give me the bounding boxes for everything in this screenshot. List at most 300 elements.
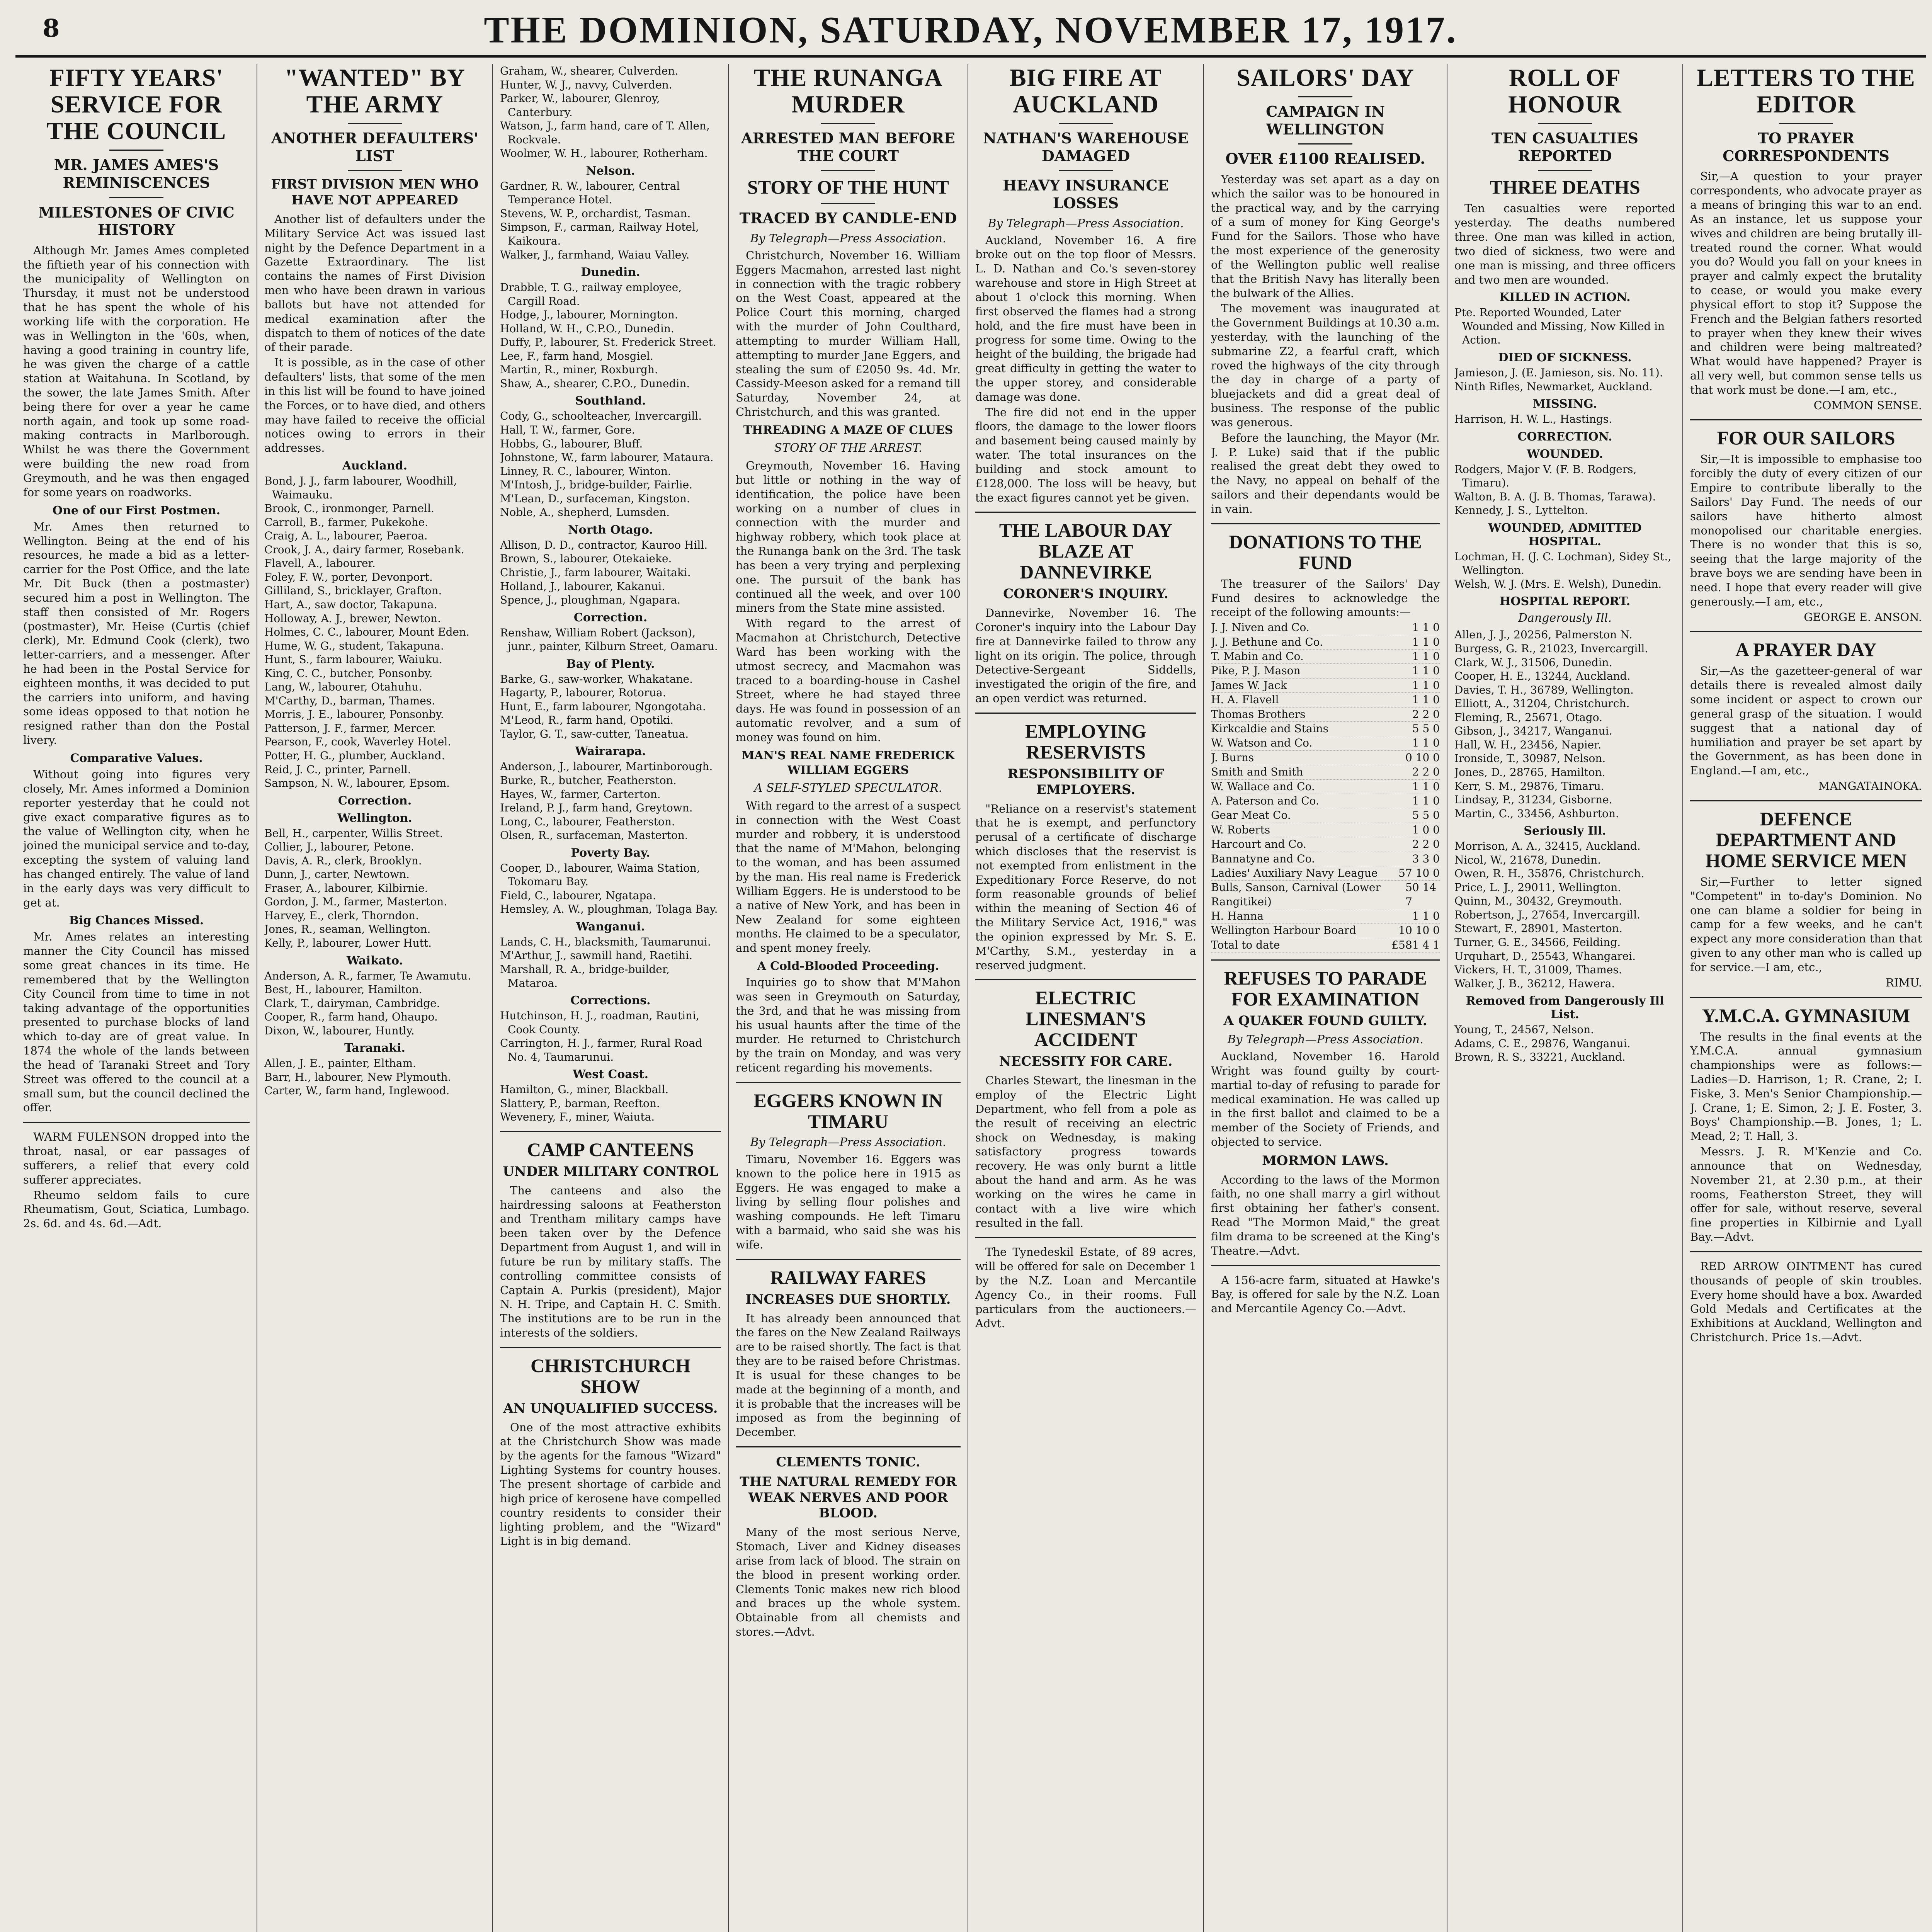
name-list [500, 760, 721, 842]
donation-row [1211, 679, 1440, 693]
list-item: Shaw, A., shearer, C.P.O., Dunedin. [500, 377, 690, 390]
list-item: Hume, W. G., student, Takapuna. [264, 639, 444, 652]
divider [1211, 959, 1440, 961]
list-item: Robertson, J., 27654, Invercargill. [1454, 908, 1641, 921]
list-item: M'Lean, D., surfaceman, Kingston. [500, 492, 690, 505]
paragraph: Yesterday was set apart as a day on which the sailor was to be honoured in the practical way, and by the carrying of a sum of money for King George's Fund for the Sailors. Those who have the most experience of the generosity of the Wellington public well realise that the British Navy has literally been the bulwark of the Allies. [1211, 172, 1440, 300]
article-headline: BIG FIRE AT AUCKLAND [1010, 64, 1162, 118]
donor-name: Thomas Brothers [1211, 707, 1306, 721]
paragraph: The fire did not end in the upper floors, the damage to the lower floors and basement being caused mainly by water. The total insurances on the building and stock amount to £128,000. The loss will be heavy, but the exact figures cannot yet be given. [975, 405, 1196, 504]
list-item: Johnstone, W., farm labourer, Mataura. [500, 451, 714, 464]
divider [1538, 123, 1592, 124]
divider [1690, 1251, 1922, 1252]
column-7 [1454, 64, 1675, 1932]
name-list [500, 538, 721, 607]
article-subheadline: RESPONSIBILITY OF EMPLOYERS. [1007, 766, 1164, 798]
divider [821, 203, 875, 204]
list-item: Fleming, R., 25671, Otago. [1454, 711, 1602, 724]
paragraph: Messrs. J. R. M'Kenzie and Co. announce that on Wednesday, November 21, at 2.30 p.m., at their rooms, Featherston Street, they will offer for sale, without reserve, several fine properties in Kilbirnie and Lyall Bay.—Advt. [1690, 1145, 1922, 1244]
divider [975, 713, 1196, 714]
section-subheading: A SELF-STYLED SPECULATOR. [754, 781, 942, 795]
section-heading: West Coast. [572, 1068, 649, 1082]
list-item: Pearson, F., cook, Waverley Hotel. [264, 735, 451, 748]
donor-name: Pike, P. J. Mason [1211, 664, 1301, 677]
paragraph: Christchurch, November 16. William Eggers Macmahon, arrested last night in connection with the tragic robbery on the West Coast, appeared at the Police Court this morning, charged with the murder of John Coulthard, attempting to murder William Hall, attempting to murder Jane Eggers, and stealing the sum of £2050 9s. 4d. Mr. Cassidy-Meeson asked for a remand till Saturday, November 24, at Christchurch, and this was granted. [736, 249, 961, 419]
advertisement-headline: MORMON LAWS. [1262, 1153, 1389, 1168]
list-item: Kerr, S. M., 29876, Timaru. [1454, 779, 1604, 793]
donor-name: Bulls, Sanson, Carnival (Lower Rangitikei) [1211, 881, 1381, 908]
list-item: Hodge, J., labourer, Mornington. [500, 308, 678, 321]
list-item: Holland, J., labourer, Kakanui. [500, 580, 665, 593]
list-item: Hobbs, G., labourer, Bluff. [500, 437, 643, 450]
name-list [264, 969, 485, 1038]
divider [821, 123, 875, 124]
column-2 [264, 64, 485, 1932]
column-6 [1211, 64, 1440, 1932]
donation-row [1211, 736, 1440, 750]
donation-amount: 1 1 0 [1412, 650, 1440, 663]
donation-amount: 1 1 0 [1412, 679, 1440, 692]
paragraph: Inquiries go to show that M'Mahon was seen in Greymouth on Saturday, the 3rd, and that he was missing from his usual haunts after the time of the murder. He returned to Christchurch by the train on Monday, and was very reticent regarding his movements. [736, 976, 961, 1075]
article-subheadline: FIRST DIVISION MEN WHO HAVE NOT APPEARED [271, 177, 479, 208]
divider [1690, 631, 1922, 632]
donation-row [1211, 664, 1440, 678]
page-number: 8 [43, 14, 60, 43]
list-item: Carroll, B., farmer, Pukekohe. [264, 515, 429, 529]
donation-total-label: Total to date [1211, 938, 1280, 951]
donor-name: Wellington Harbour Board [1211, 924, 1356, 937]
list-item: Hayes, W., farmer, Carterton. [500, 787, 661, 801]
paragraph: Timaru, November 16. Eggers was known to the police here in 1915 as Eggers. He was engaged to make a living by selling flour polishes and washing compounds. He left Timaru with a barmaid, who said she was his wife. [736, 1152, 961, 1251]
donation-row [1211, 621, 1440, 635]
section-heading: MISSING. [1532, 397, 1597, 411]
divider [1211, 1265, 1440, 1266]
list-item: Nicol, W., 21678, Dunedin. [1454, 853, 1601, 866]
donation-row [1211, 765, 1440, 779]
list-item: Jones, R., seaman, Wellington. [264, 923, 431, 936]
article-subheadline: A QUAKER FOUND GUILTY. [1223, 1013, 1427, 1029]
list-item: Price, L. J., 29011, Wellington. [1454, 881, 1621, 894]
list-item: Fraser, A., labourer, Kilbirnie. [264, 881, 428, 895]
article-body [1454, 201, 1675, 287]
name-list [1454, 839, 1675, 990]
section-heading: Nelson. [586, 164, 635, 178]
name-list [500, 861, 721, 916]
donation-amount: 1 1 0 [1412, 635, 1440, 648]
list-item: Walker, J., farmhand, Waiau Valley. [500, 248, 690, 261]
ad-text: The Tynedeskil Estate, of 89 acres, will be offered for sale on December 1 by the N.Z. Loan and Mercantile Agency Co., in their rooms. Full particulars from the auctioneers.—Advt. [975, 1245, 1196, 1330]
article-headline: RAILWAY FARES [770, 1266, 926, 1288]
section-heading: Big Chances Missed. [69, 914, 204, 928]
donation-amount: 2 2 0 [1412, 707, 1440, 721]
donation-amount: 50 14 7 [1405, 881, 1437, 908]
article-body [975, 1073, 1196, 1230]
list-item: M'Carthy, D., barman, Thames. [264, 694, 435, 707]
article-headline: THE LABOUR DAY BLAZE AT DANNEVIRKE [999, 519, 1173, 583]
list-item: Ironside, T., 30987, Nelson. [1454, 752, 1606, 765]
donation-amount: 2 2 0 [1412, 765, 1440, 779]
paragraph: Sir,—Further to letter signed "Competent" in to-day's Dominion. No one can blame a soldier for being in camp for a few weeks, and he can't expect any more consideration than that given to any other man who is called up for service.—I am, etc., [1690, 875, 1922, 974]
section-subheading: Dangerously Ill. [1518, 611, 1612, 625]
donation-amount: 57 10 0 [1398, 866, 1440, 879]
donation-total [1211, 938, 1440, 952]
list-item: Lang, W., labourer, Otahuhu. [264, 680, 422, 694]
letter-signature: RIMU. [1886, 976, 1922, 989]
list-item: Drabble, T. G., railway employee, Cargill Road. [500, 281, 682, 308]
section-heading: Dunedin. [581, 265, 640, 279]
article-headline: DEFENCE DEPARTMENT AND HOME SERVICE MEN [1705, 808, 1907, 871]
divider [1211, 523, 1440, 524]
donation-amount: 1 0 0 [1412, 823, 1440, 836]
list-item: Clark, T., dairyman, Cambridge. [264, 997, 440, 1010]
list-item: Hagarty, P., labourer, Rotorua. [500, 686, 666, 699]
article-subheadline: OVER £1100 REALISED. [1225, 150, 1425, 168]
donor-name: W. Roberts [1211, 823, 1270, 836]
list-item: Stewart, F., 28901, Masterton. [1454, 922, 1622, 935]
list-item: Woolmer, W. H., labourer, Rotherham. [500, 147, 708, 160]
masthead [15, 5, 1926, 56]
list-item: Burgess, G. R., 21023, Invercargill. [1454, 642, 1648, 655]
list-item: Gardner, R. W., labourer, Central Temperance Hotel. [500, 179, 680, 206]
list-item: Urquhart, D., 25543, Whangarei. [1454, 949, 1636, 963]
list-item: Davies, T. H., 36789, Wellington. [1454, 683, 1634, 696]
section-heading: Correction. [573, 611, 648, 624]
article-body [975, 802, 1196, 973]
paragraph: Another list of defaulters under the Military Service Act was issued last night by the Defence Department in a Gazette Extraordinary. The list contains the names of First Division men who have been drawn in various ballots but have not attended for medical examination after the dispatch to them of notices of the date of their parade. [264, 213, 485, 354]
section-heading: Southland. [575, 394, 646, 408]
list-item: M'Intosh, J., bridge-builder, Fairlie. [500, 478, 693, 492]
letter-body [1690, 875, 1922, 990]
article-headline: CHRISTCHURCH SHOW [531, 1354, 690, 1397]
letter-signature: MANGATAINOKA. [1818, 779, 1922, 793]
name-list [264, 474, 485, 790]
donation-amount: 10 10 0 [1398, 924, 1440, 937]
divider [23, 1122, 250, 1123]
donation-amount: 0 10 0 [1405, 751, 1440, 764]
list-item: Lindsay, P., 31234, Gisborne. [1454, 793, 1612, 806]
section-heading: Wairarapa. [575, 745, 646, 759]
divider [1690, 997, 1922, 998]
list-item: Holland, W. H., C.P.O., Dunedin. [500, 322, 674, 335]
name-list [500, 281, 721, 390]
donor-name: W. Watson and Co. [1211, 736, 1313, 750]
paragraph: It has already been announced that the fares on the New Zealand Railways are to be raised shortly. The fact is that they are to be raised before Christmas. It is usual for these changes to be made at the beginning of a month, and it is probable that the increases will be imposed as from the beginning of December. [736, 1311, 961, 1439]
donation-amount: 1 1 0 [1412, 664, 1440, 677]
donor-name: J. J. Niven and Co. [1211, 621, 1310, 634]
section-heading: Comparative Values. [70, 751, 203, 765]
paragraph: Mr. Ames relates an interesting manner the City Council has missed some great chances in its time. He remembered that by the Wellington City Council from time to time in not taking advantage of the opportunities presented to purchase blocks of land which to-day are of great value. In 1874 the whole of the lands between the head of Taranaki Street and Tory Street was offered to the council at a small sum, but the council declined the offer. [23, 930, 250, 1114]
donation-row [1211, 881, 1440, 909]
letter-body [1690, 664, 1922, 793]
article-body [1690, 1030, 1922, 1244]
list-item: Hall, T. W., farmer, Gore. [500, 423, 635, 437]
list-item: Cody, G., schoolteacher, Invercargill. [500, 410, 702, 423]
list-item: Cooper, D., labourer, Waima Station, Tokomaru Bay. [500, 861, 700, 888]
list-item: Patterson, J. F., farmer, Mercer. [264, 721, 436, 735]
list-item: Wevenery, F., miner, Waiuta. [500, 1111, 655, 1124]
article-subheadline: NECESSITY FOR CARE. [999, 1054, 1173, 1070]
list-item: Sampson, N. W., labourer, Epsom. [264, 777, 450, 790]
article-headline: DONATIONS TO THE FUND [1229, 531, 1422, 573]
divider [109, 197, 163, 198]
masthead-title: THE DOMINION, SATURDAY, NOVEMBER 17, 1917. [484, 9, 1458, 51]
list-item: Hall, W. H., 23456, Napier. [1454, 738, 1602, 751]
paragraph: Charles Stewart, the linesman in the employ of the Electric Light Department, who fell from a pole as the result of receiving an electric shock on Wednesday, is making satisfactory progress towards recovery. He was only burnt a little about the hand and arm. As he was working on the wires he came in contact with a live wire which resulted in the fall. [975, 1074, 1196, 1230]
name-list [1454, 306, 1675, 347]
article-body [736, 1311, 961, 1439]
donation-row [1211, 794, 1440, 808]
donation-amount: 3 3 0 [1412, 852, 1440, 865]
list-item: Brook, C., ironmonger, Parnell. [264, 502, 434, 515]
byline: By Telegraph—Press Association. [1227, 1033, 1423, 1047]
article-headline: LETTERS TO THE EDITOR [1697, 64, 1915, 118]
article-subheadline: TRACED BY CANDLE-END [739, 209, 957, 227]
list-item: Lee, F., farm hand, Mosgiel. [500, 349, 653, 362]
list-item: Pte. Reported Wounded, Later Wounded and Missing, Now Killed in Action. [1454, 306, 1665, 347]
article-subheadline: ARRESTED MAN BEFORE THE COURT [741, 129, 955, 165]
article-subheadline: AN UNQUALIFIED SUCCESS. [503, 1400, 718, 1416]
paragraph: The results in the final events at the Y.M.C.A. annual gymnasium championships were as follows:— Ladies—D. Harrison, 1; R. Crane, 2; I. Fiske, 3. Men's Senior Championship.—J. Crane, 1; E. Simon, 2; J. E. Foster, 3. Boys' Championship.—B. Jones, 1; L. Mead, 2; T. Hall, 3. [1690, 1030, 1922, 1143]
donation-amount: 5 5 0 [1412, 722, 1440, 735]
name-list [500, 64, 721, 160]
paragraph: One of the most attractive exhibits at the Christchurch Show was made by the agents for the famous "Wizard" Lighting Systems for country houses. The present shortage of carbide and high price of kerosene have compelled country residents to consider their lighting problem, and the "Wizard" Light is in big demand. [500, 1420, 721, 1548]
name-list [264, 827, 485, 950]
ad-text: Rheumo seldom fails to cure Rheumatism, Gout, Sciatica, Lumbago. 2s. 6d. and 4s. 6d.—Adt. [23, 1188, 250, 1230]
donation-row [1211, 837, 1440, 852]
list-item: Brown, R. S., 33221, Auckland. [1454, 1051, 1626, 1064]
list-item: Gilliland, S., bricklayer, Grafton. [264, 584, 442, 597]
list-item: Taylor, G. T., saw-cutter, Taneatua. [500, 727, 689, 740]
article-subheadline: CAMPAIGN IN WELLINGTON [1266, 103, 1385, 138]
article-body [736, 248, 961, 1075]
divider [500, 1131, 721, 1132]
list-item: Simpson, F., carman, Railway Hotel, Kaikoura. [500, 221, 699, 248]
ad-text: RED ARROW OINTMENT has cured thousands of people of skin troubles. Every home should have a box. Awarded Gold Medals and Certificates at the Exhibitions at Auckland, Wellington and Christchurch. Price 1s.—Advt. [1690, 1259, 1922, 1344]
article-body [975, 233, 1196, 505]
article-headline: Y.M.C.A. GYMNASIUM [1702, 1004, 1910, 1026]
list-item: Crook, J. A., dairy farmer, Rosebank. [264, 543, 464, 556]
article-body [500, 1420, 721, 1548]
list-item: Hart, A., saw doctor, Takapuna. [264, 598, 437, 611]
list-item: Carrington, H. J., farmer, Rural Road No. 4, Taumarunui. [500, 1037, 702, 1063]
article-headline: SAILORS' DAY [1236, 64, 1414, 91]
article-body [1211, 1049, 1440, 1149]
article-subheadline: CORONER'S INQUIRY. [1003, 586, 1168, 602]
article-subheadline: TO PRAYER CORRESPONDENTS [1723, 129, 1889, 165]
donor-name: Harcourt and Co. [1211, 838, 1306, 851]
column-rule [1203, 64, 1204, 1932]
letter-signature: COMMON SENSE. [1813, 398, 1922, 412]
article-body [1211, 172, 1440, 516]
section-heading: WOUNDED. [1527, 447, 1603, 461]
column-8 [1690, 64, 1922, 1932]
list-item: Burke, R., butcher, Featherston. [500, 774, 677, 787]
list-item: M'Arthur, J., sawmill hand, Raetihi. [500, 949, 693, 962]
list-item: Slattery, P., barman, Reefton. [500, 1097, 660, 1110]
paragraph: Sir,—It is impossible to emphasise too forcibly the duty of every citizen of our Empire to contribute liberally to the Sailors' Day Fund. The needs of our sailors have hitherto almost monopolised our charitable energies. There is no wonder that this is so, seeing that the large majority of the brave boys we are sending have been in need. I hope that every reader will give generously.—I am, etc., [1690, 452, 1922, 608]
section-heading: Waikato. [347, 954, 403, 968]
list-item: Barr, H., labourer, New Plymouth. [264, 1070, 451, 1083]
list-item: Christie, J., farm labourer, Waitaki. [500, 566, 691, 579]
donation-total-row [1211, 938, 1440, 952]
donation-list [1211, 621, 1440, 938]
article-body [975, 606, 1196, 706]
list-item: Turner, G. E., 34566, Feilding. [1454, 935, 1621, 949]
list-item: Noble, A., shepherd, Lumsden. [500, 506, 670, 519]
section-heading: Corrections. [570, 994, 651, 1008]
article-subheadline: MR. JAMES AMES'S REMINISCENCES [54, 156, 219, 191]
divider [1059, 123, 1113, 124]
list-item: Best, H., labourer, Hamilton. [264, 983, 422, 996]
divider [736, 1446, 961, 1447]
paragraph: Mr. Ames then returned to Wellington. Being at the end of his resources, he made a bid as a letter-carrier for the Post Office, and the late Mr. Dit Buck (then a postmaster) secured him a post in Wellington. The staff then consisted of Mr. Rogers (postmaster), Mr. Heise (Curtis (chief clerk), Mr. Edmund Cook (clerk), two letter-carriers, and a messenger. After he had been in the Postal Service for eighteen months, it was decided to put the carriers into uniform, and having some ideas opposed to that notion he resigned rather than don the Postal livery. [23, 520, 250, 747]
divider [975, 1237, 1196, 1238]
paragraph: Auckland, November 16. Harold Wright was found guilty by court-martial to-day of refusing to parade for medical examination. He was called up in the first ballot and claimed to be a member of the Society of Friends, and objected to service. [1211, 1050, 1440, 1148]
letter-body [1690, 452, 1922, 624]
name-list [1454, 1023, 1675, 1064]
donation-row [1211, 823, 1440, 837]
donation-amount: 1 1 0 [1412, 693, 1440, 706]
name-list [500, 626, 721, 653]
list-item: Reid, J. C., printer, Parnell. [264, 763, 411, 776]
donor-name: H. A. Flavell [1211, 693, 1279, 706]
article-subheadline: STORY OF THE HUNT [747, 176, 949, 198]
list-item: Allen, J. E., painter, Eltham. [264, 1057, 416, 1070]
list-item: Bond, J. J., farm labourer, Woodhill, Waimauku. [264, 474, 457, 501]
donor-name: Smith and Smith [1211, 765, 1303, 779]
list-item: Lands, C. H., blacksmith, Taumarunui. [500, 935, 711, 948]
section-heading: Removed from Dangerously Ill List. [1466, 994, 1664, 1022]
letter-signature: GEORGE E. ANSON. [1804, 610, 1922, 624]
paragraph: With regard to the arrest of Macmahon at Christchurch, Detective Ward has been working with the utmost secrecy, and Macmahon was traced to a boarding-house in Cashel Street, where he had stayed three days. He was found in possession of an automatic revolver, and a sum of money was found on him. [736, 617, 961, 744]
column-5 [975, 64, 1196, 1932]
name-list [500, 409, 721, 519]
article-body [500, 1184, 721, 1340]
list-item: Dunn, J., carter, Newtown. [264, 868, 410, 881]
list-item: Harrison, H. W. L., Hastings. [1454, 413, 1612, 426]
article-subheadline: MILESTONES OF CIVIC HISTORY [38, 203, 235, 239]
section-heading: DIED OF SICKNESS. [1498, 351, 1632, 365]
ad-text: Many of the most serious Nerve, Stomach, Liver and Kidney diseases arise from lack of blood. The strain on the blood in present working order. Clements Tonic makes new rich blood and braces up the whole system. Obtainable from all chemists and stores.—Advt. [736, 1526, 961, 1638]
name-list [264, 1056, 485, 1098]
list-item: Elliott, A., 31204, Christchurch. [1454, 697, 1630, 710]
paragraph: The movement was inaugurated at the Government Buildings at 10.30 a.m. yesterday, with the launching of the submarine Z2, a fearful craft, which roved the highways of the city through the day in charge of a party of bluejackets and did a great deal of business. The response of the public was generous. [1211, 302, 1440, 429]
ad-text: WARM FULENSON dropped into the throat, nasal, or ear passages of sufferers, a relief that every cold sufferer appreciates. [23, 1130, 250, 1186]
column-4 [736, 64, 961, 1932]
article-subheadline: UNDER MILITARY CONTROL [503, 1163, 718, 1179]
donation-row [1211, 852, 1440, 866]
article-headline: ROLL OF HONOUR [1508, 64, 1622, 118]
list-item: Kelly, P., labourer, Lower Hutt. [264, 937, 432, 950]
donation-amount: 1 1 0 [1412, 780, 1440, 793]
paragraph: Dannevirke, November 16. The Coroner's inquiry into the Labour Day fire at Dannevirke failed to throw any light on its origin. The police, through Detective-Sergeant Siddells, investigated the origin of the fire, and an open verdict was returned. [975, 606, 1196, 705]
list-item: Collier, J., labourer, Petone. [264, 840, 414, 854]
name-list [1454, 550, 1675, 591]
list-item: Morris, J. E., labourer, Ponsonby. [264, 708, 444, 721]
section-heading: Seriously Ill. [1524, 824, 1606, 838]
divider [1779, 123, 1833, 124]
list-item: Ninth Rifles, Newmarket, Auckland. [1454, 380, 1653, 393]
divider [500, 1347, 721, 1348]
article-subheadline: INCREASES DUE SHORTLY. [745, 1291, 951, 1307]
paragraph: "Reliance on a reservist's statement that he is exempt, and perfunctory perusal of a certificate of discharge which discloses that the reservist is not exempted from enlistment in the Expeditionary Force Reserve, do not form reasonable grounds of belief within the meaning of Section 46 of the Military Service Act, 1916," was the opinion expressed by Mr. S. E. M'Carthy, S.M., yesterday in a reserved judgment. [975, 802, 1196, 972]
list-item: Holloway, A. J., brewer, Newton. [264, 612, 441, 625]
donation-row [1211, 707, 1440, 722]
section-heading: Bay of Plenty. [566, 657, 655, 671]
donation-row [1211, 722, 1440, 736]
list-item: Flavell, A., labourer. [264, 557, 376, 570]
article-headline: ELECTRIC LINESMAN'S ACCIDENT [1026, 987, 1146, 1051]
list-item: Foley, F. W., porter, Devonport. [264, 570, 433, 583]
list-item: Ireland, P. J., farm hand, Greytown. [500, 801, 693, 815]
donation-amount: 2 2 0 [1412, 838, 1440, 851]
donor-name: H. Hanna [1211, 910, 1264, 923]
name-list [500, 179, 721, 262]
column-rule [1682, 64, 1683, 1932]
divider [736, 1259, 961, 1260]
donor-name: W. Wallace and Co. [1211, 780, 1315, 793]
donor-name: Gear Meat Co. [1211, 809, 1291, 822]
list-item: Hunt, E., farm labourer, Ngongotaha. [500, 700, 706, 713]
paragraph: Before the launching, the Mayor (Mr. J. P. Luke) said that if the public realised the great debt they owed to the Navy, no appeal on behalf of the sailors and their dependants would be in vain. [1211, 431, 1440, 515]
list-item: Jamieson, J. (E. Jamieson, sis. No. 11). [1454, 366, 1663, 379]
list-item: Allison, D. D., contractor, Kauroo Hill. [500, 538, 708, 551]
donor-name: A. Paterson and Co. [1211, 794, 1319, 807]
donation-amount: 1 1 0 [1412, 910, 1440, 923]
advertisement [975, 1245, 1196, 1330]
list-item: Allen, J. J., 20256, Palmerston N. [1454, 628, 1633, 641]
donation-amount: 5 5 0 [1412, 809, 1440, 822]
donation-amount: 1 1 0 [1412, 621, 1440, 634]
name-list [500, 1083, 721, 1124]
list-item: Cooper, R., farm hand, Ohaupo. [264, 1010, 438, 1024]
list-item: Cooper, H. E., 13244, Auckland. [1454, 670, 1631, 683]
divider [1298, 143, 1352, 145]
list-item: Hunter, W. J., navvy, Culverden. [500, 78, 672, 91]
donor-name: James W. Jack [1211, 679, 1287, 692]
article-subheadline: THREE DEATHS [1490, 176, 1640, 198]
article-headline: REFUSES TO PARADE FOR EXAMINATION [1224, 967, 1427, 1010]
donation-row [1211, 923, 1440, 938]
donation-row [1211, 866, 1440, 881]
list-item: Hunt, S., farm labourer, Waiuku. [264, 653, 442, 666]
list-item: Renshaw, William Robert (Jackson), junr., painter, Kilburn Street, Oamaru. [500, 626, 718, 653]
column-1 [23, 64, 250, 1932]
list-item: Bell, H., carpenter, Willis Street. [264, 827, 443, 840]
list-item: Holmes, C. C., labourer, Mount Eden. [264, 626, 470, 639]
list-item: Gordon, J. M., farmer, Masterton. [264, 895, 447, 908]
donor-name: Kirkcaldie and Stains [1211, 722, 1328, 735]
donation-total-amount: £581 4 1 [1391, 938, 1440, 951]
list-item: Clark, W. J., 31506, Dunedin. [1454, 656, 1612, 669]
list-item: Welsh, W. J. (Mrs. E. Welsh), Dunedin. [1454, 577, 1662, 590]
donation-row [1211, 650, 1440, 664]
donation-amount: 1 1 0 [1412, 794, 1440, 807]
donation-row [1211, 808, 1440, 823]
list-item: Brown, S., labourer, Otekaieke. [500, 552, 672, 565]
list-item: Long, C., labourer, Featherston. [500, 815, 675, 828]
paragraph: With regard to the arrest of a suspect in connection with the West Coast murder and robbery, it is understood that the name of M'Mahon, belonging to the woman, and has been assumed by the man. His real name is Frederick William Eggers. He is understood to be a native of New York, and has been in New Zealand for some eighteen months. He claimed to be a speculator, and spent money freely. [736, 799, 961, 955]
divider [1690, 419, 1922, 420]
list-item: Parker, W., labourer, Glenroy, Canterbury. [500, 92, 660, 119]
list-item: Walker, J. B., 36212, Hawera. [1454, 977, 1615, 990]
article-headline: "WANTED" BY THE ARMY [284, 64, 465, 118]
donation-row [1211, 780, 1440, 794]
list-item: Martin, C., 33456, Ashburton. [1454, 807, 1619, 820]
divider [348, 123, 402, 124]
donation-row [1211, 751, 1440, 765]
article-subheadline: NATHAN'S WAREHOUSE DAMAGED [983, 129, 1189, 165]
